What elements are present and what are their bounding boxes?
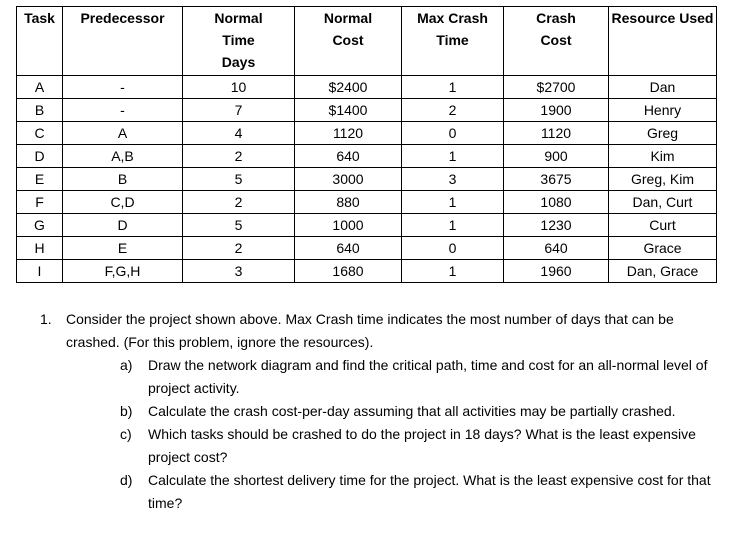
cell-max-crash-time: 1 — [402, 145, 504, 168]
cell-resource-used: Henry — [609, 99, 717, 122]
cell-max-crash-time: 0 — [402, 237, 504, 260]
cell-normal-time: 3 — [183, 260, 295, 283]
cell-resource-used: Dan — [609, 76, 717, 99]
cell-normal-time: 5 — [183, 168, 295, 191]
cell-normal-cost: 880 — [295, 191, 402, 214]
cell-normal-cost: 1120 — [295, 122, 402, 145]
table-row — [17, 191, 717, 214]
cell-crash-cost: $2700 — [504, 76, 609, 99]
cell-predecessor: - — [63, 76, 183, 99]
cell-max-crash-time: 1 — [402, 191, 504, 214]
cell-normal-time: 4 — [183, 122, 295, 145]
table-body — [17, 76, 717, 283]
cell-task: E — [17, 168, 63, 191]
cell-resource-used: Dan, Grace — [609, 260, 717, 283]
part-letter: d) — [120, 472, 133, 488]
cell-task: I — [17, 260, 63, 283]
part-text: Draw the network diagram and find the critical path, time and cost for an all-normal level of project activity. — [148, 357, 708, 396]
cell-max-crash-time: 0 — [402, 122, 504, 145]
table-row — [17, 260, 717, 283]
cell-normal-cost: 640 — [295, 237, 402, 260]
cell-predecessor: A — [63, 122, 183, 145]
cell-resource-used: Greg — [609, 122, 717, 145]
cell-task: D — [17, 145, 63, 168]
cell-max-crash-time: 1 — [402, 214, 504, 237]
cell-normal-time: 7 — [183, 99, 295, 122]
question-number: 1. — [40, 311, 52, 327]
cell-predecessor: C,D — [63, 191, 183, 214]
header-max-crash-time: Max Crash Time — [402, 7, 504, 76]
cell-max-crash-time: 1 — [402, 260, 504, 283]
question-part-a — [120, 354, 725, 400]
question-1 — [40, 308, 725, 354]
cell-crash-cost: 900 — [504, 145, 609, 168]
cell-normal-time: 2 — [183, 145, 295, 168]
part-letter: a) — [120, 357, 133, 373]
question-part-c — [120, 423, 725, 469]
table-row — [17, 99, 717, 122]
table-header-row — [17, 7, 717, 76]
cell-resource-used: Greg, Kim — [609, 168, 717, 191]
cell-crash-cost: 640 — [504, 237, 609, 260]
cell-normal-time: 2 — [183, 191, 295, 214]
part-text: Calculate the shortest delivery time for the project. What is the least expensive cost for that time? — [148, 472, 711, 511]
part-letter: b) — [120, 403, 133, 419]
cell-crash-cost: 3675 — [504, 168, 609, 191]
cell-task: G — [17, 214, 63, 237]
cell-task: F — [17, 191, 63, 214]
cell-crash-cost: 1960 — [504, 260, 609, 283]
cell-task: C — [17, 122, 63, 145]
cell-resource-used: Dan, Curt — [609, 191, 717, 214]
header-normal-cost: Normal Cost — [295, 7, 402, 76]
cell-task: B — [17, 99, 63, 122]
cell-crash-cost: 1900 — [504, 99, 609, 122]
cell-predecessor: D — [63, 214, 183, 237]
cell-crash-cost: 1120 — [504, 122, 609, 145]
cell-predecessor: E — [63, 237, 183, 260]
cell-max-crash-time: 2 — [402, 99, 504, 122]
table-row — [17, 237, 717, 260]
table-row — [17, 214, 717, 237]
question-block — [40, 308, 725, 515]
table-row — [17, 145, 717, 168]
cell-task: A — [17, 76, 63, 99]
cell-normal-cost: 3000 — [295, 168, 402, 191]
project-table — [16, 6, 717, 283]
cell-normal-cost: 1000 — [295, 214, 402, 237]
cell-normal-cost: $1400 — [295, 99, 402, 122]
cell-predecessor: B — [63, 168, 183, 191]
cell-predecessor: - — [63, 99, 183, 122]
question-part-b — [120, 400, 725, 423]
cell-normal-cost: 640 — [295, 145, 402, 168]
cell-max-crash-time: 1 — [402, 76, 504, 99]
question-part-d — [120, 469, 725, 515]
header-predecessor: Predecessor — [63, 7, 183, 76]
cell-resource-used: Curt — [609, 214, 717, 237]
cell-resource-used: Kim — [609, 145, 717, 168]
header-normal-time-days: Normal Time Days — [183, 7, 295, 76]
table-row — [17, 76, 717, 99]
cell-normal-time: 2 — [183, 237, 295, 260]
cell-crash-cost: 1230 — [504, 214, 609, 237]
cell-crash-cost: 1080 — [504, 191, 609, 214]
table-row — [17, 122, 717, 145]
part-text: Calculate the crash cost-per-day assuming that all activities may be partially crashed. — [148, 403, 676, 419]
part-text: Which tasks should be crashed to do the project in 18 days? What is the least expensive project cost? — [148, 426, 696, 465]
part-letter: c) — [120, 426, 132, 442]
cell-resource-used: Grace — [609, 237, 717, 260]
cell-predecessor: A,B — [63, 145, 183, 168]
cell-normal-time: 10 — [183, 76, 295, 99]
header-crash-cost: Crash Cost — [504, 7, 609, 76]
cell-task: H — [17, 237, 63, 260]
cell-normal-cost: 1680 — [295, 260, 402, 283]
cell-max-crash-time: 3 — [402, 168, 504, 191]
table-row — [17, 168, 717, 191]
cell-predecessor: F,G,H — [63, 260, 183, 283]
header-resource-used: Resource Used — [609, 7, 717, 76]
cell-normal-cost: $2400 — [295, 76, 402, 99]
header-task: Task — [17, 7, 63, 76]
question-text: Consider the project shown above. Max Crash time indicates the most number of days that can be crashed. (For this problem, ignore the resources). — [66, 311, 674, 350]
cell-normal-time: 5 — [183, 214, 295, 237]
